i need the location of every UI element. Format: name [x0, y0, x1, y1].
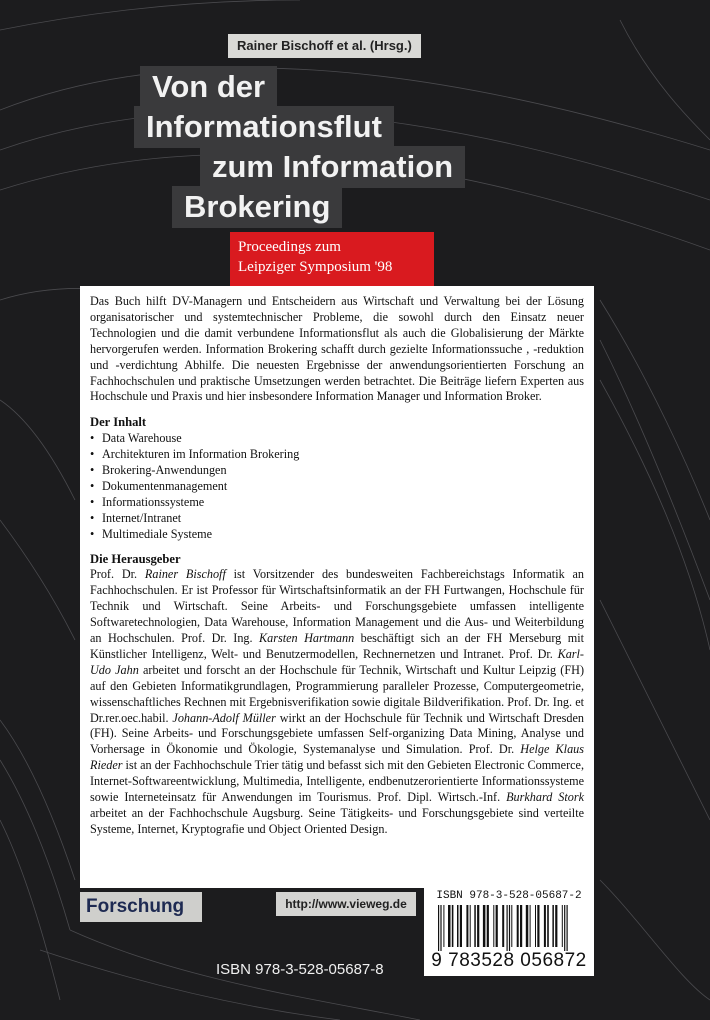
editor-name: Johann-Adolf Müller: [172, 710, 276, 725]
subtitle-line-1: Proceedings zum: [238, 239, 341, 255]
barcode-number: 9 783528 056872: [431, 950, 587, 971]
subtitle-line-2: Leipziger Symposium '98: [238, 259, 393, 275]
isbn-bottom: ISBN 978-3-528-05687-8: [216, 961, 384, 978]
title-line-1: Von der: [140, 66, 277, 108]
editors-heading: Die Herausgeber: [90, 552, 181, 567]
description-panel: [80, 286, 594, 888]
contents-heading: Der Inhalt: [90, 415, 147, 430]
editor-name: Burkhard Stork: [506, 790, 584, 805]
list-item: • Brokering-Anwendungen: [90, 462, 584, 478]
series-label: Forschung: [80, 892, 202, 922]
list-item: • Data Warehouse: [90, 430, 584, 446]
title-line-4: Brokering: [172, 186, 342, 228]
contents-list: [90, 430, 584, 542]
title-line-2: Informationsflut: [134, 106, 394, 148]
subtitle-box: [230, 232, 434, 286]
title-line-3: zum Information: [200, 146, 465, 188]
list-item: • Internet/Intranet: [90, 510, 584, 526]
publisher-url[interactable]: http://www.vieweg.de: [276, 892, 416, 916]
barcode: [424, 888, 594, 976]
list-item: • Architekturen im Information Brokering: [90, 446, 584, 462]
editor-name: Rainer Bischoff: [144, 567, 226, 582]
editor-name: Helge Klaus Rieder: [90, 742, 584, 773]
barcode-isbn: ISBN 978-3-528-05687-2: [436, 890, 582, 902]
editors-bio: Prof. Dr. Rainer Bischoff ist Vorsitzender des bundesweiten Fachbereichstags Informatik an Fachhochschulen. Er ist Professor für Wirtschaftsinformatik an der FH Furtwangen, Hochschule für Technik und Wirtschaft. Seine Arbeits- und Forschungsgebiete umfassen intelligente Softwaretechnologien, Data Warehouse, Information Management und die Aus- und Weiterbildung an Hochschulen. Prof. Dr. Ing. Karsten Hartmann beschäftigt sich an der FH Merseburg mit Künstlicher Intelligenz, Welt- und Benutzermodellen, Rechnernetzen und Intranet. Prof. Dr. Karl-Udo Jahn arbeitet und forscht an der Hochschule für Technik, Wirtschaft und Kultur Leipzig (FH) auf den Gebieten Informatikgrundlagen, Programmierung paralleler Prozesse, Computergeometrie, wissenschaftliches Rechnen mit Ergebnisverifikation sowie digitale Bildverifikation. Prof. Dr. Ing. et Dr.rer.oec.habil. Johann-Adolf Müller wirkt an der Hochschule für Technik und Wirtschaft Dresden (FH). Seine Arbeits- und Forschungsgebiete umfassen Self-organizing Data Mining, Analyse und Vorhersage in Ökonomie und Ökologie, Systemanalyse und Simulation. Prof. Dr. Helge Klaus Rieder ist an der Fachhochschule Trier tätig und befasst sich mit den Gebieten Electronic Commerce, Internet-Softwareentwicklung, Multimedia, Intelligente, endbenutzerorientierte Informationssysteme sowie Interneteinsatz für Anwendungen im Tourismus. Prof. Dipl. Wirtsch.-Inf. Burkhard Stork arbeitet an der Fachhochschule Augsburg. Seine Tätigkeits- und Forschungsgebiete sind verteilte Systeme, Internet, Kryptografie und Object Oriented Design.: [90, 567, 584, 836]
list-item: • Multimediale Systeme: [90, 526, 584, 542]
editor-name: Karl-Udo Jahn: [90, 646, 584, 677]
editor-name: Karsten Hartmann: [259, 630, 355, 645]
editors-label: Rainer Bischoff et al. (Hrsg.): [228, 34, 421, 58]
barcode-bars: [438, 905, 580, 951]
list-item: • Informationssysteme: [90, 494, 584, 510]
blurb-text: Das Buch hilft DV-Managern und Entscheidern aus Wirtschaft und Verwaltung bei der Lösung organisatorischer und systemtechnischer Probleme, die sowohl durch den Einsatz neuer Technologien und die damit verbundene Informationsflut als auch die Globalisierung der Märkte hervorgerufen werden. Information Brokering schafft durch gezielte Informationssuche , -reduktion und -verdichtung Abhilfe. Die neuesten Ergebnisse der anwendungsorientierten Forschung an Fachhochschulen und praktische Umsetzungen werden betrachtet. Die Beiträge liefern Experten aus Hochschule und Praxis und hier insbesondere Information Manager und Information Broker.: [90, 294, 584, 404]
list-item: • Dokumentenmanagement: [90, 478, 584, 494]
